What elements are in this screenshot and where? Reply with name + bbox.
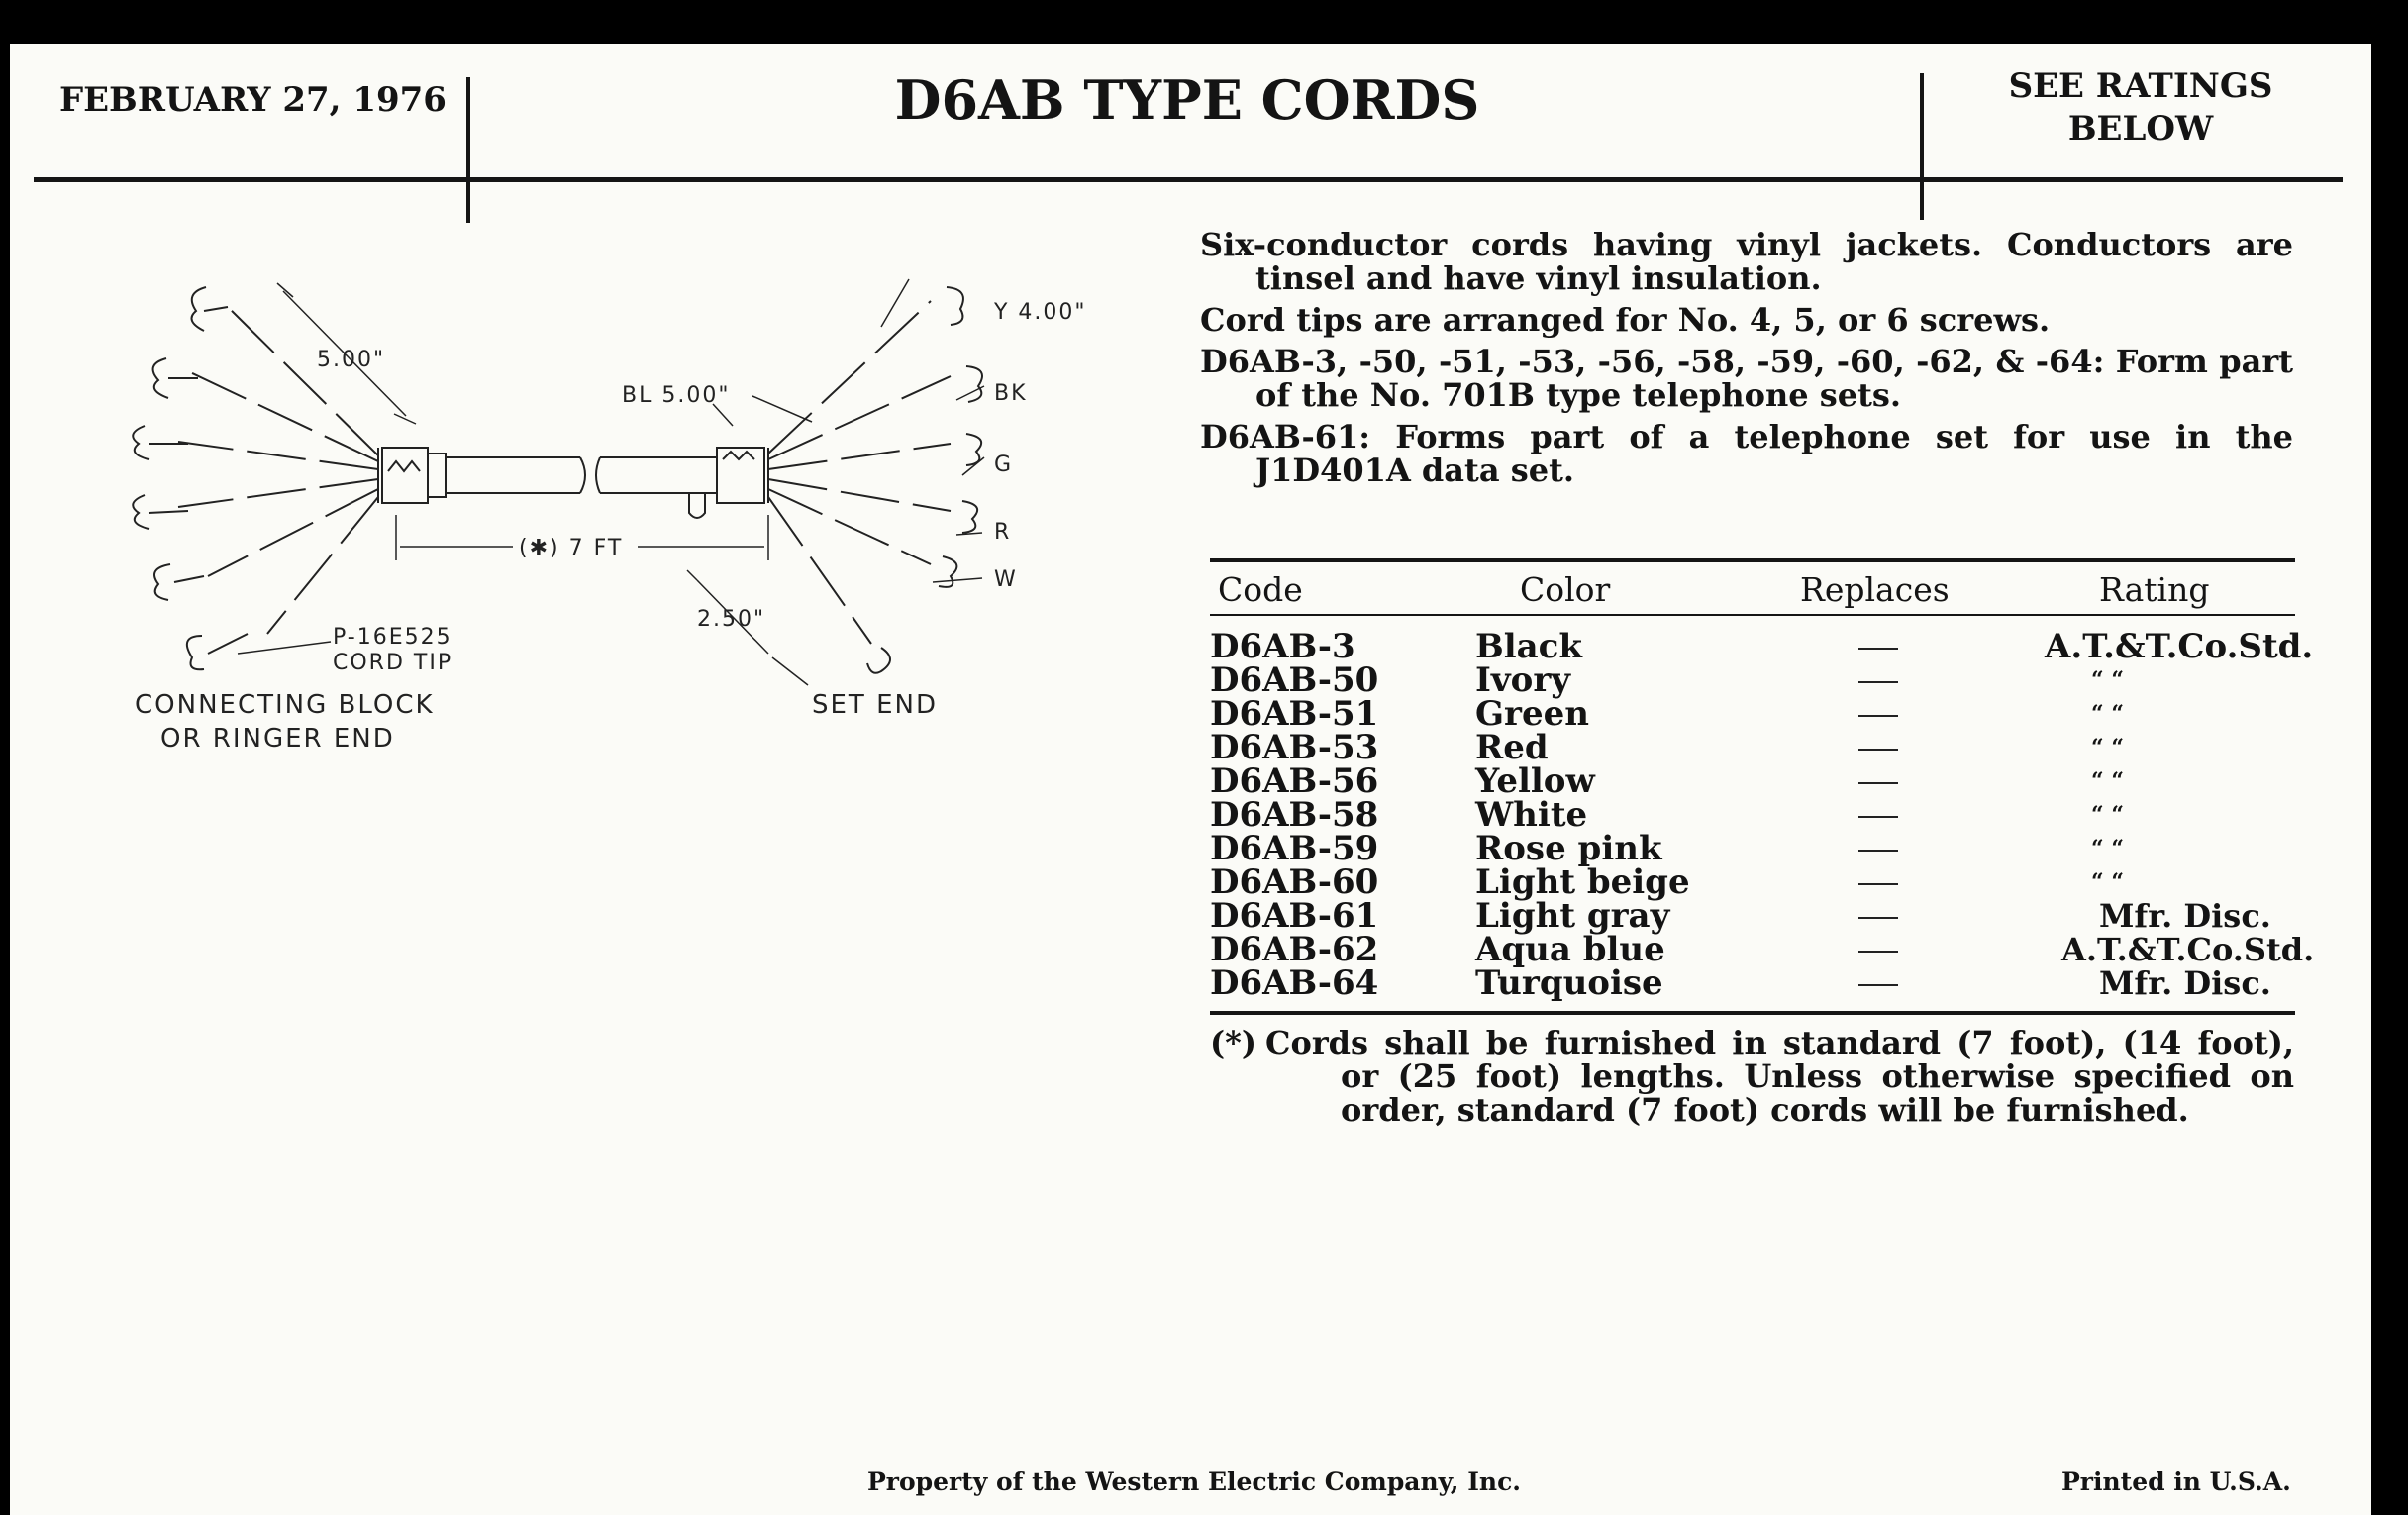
table-bottom-rule [1210, 1011, 2295, 1015]
page-title: D6AB TYPE CORDS [894, 68, 1480, 132]
cell-code: D6AB-61 [1210, 896, 1379, 936]
col-header-code: Code [1218, 570, 1303, 609]
cell-rating: A.T.&T.Co.Std. [2061, 931, 2315, 968]
cell-color: Light gray [1475, 896, 1670, 936]
cell-color: Ivory [1475, 660, 1571, 700]
cell-replaces-dash [1858, 648, 1898, 650]
cell-rating: Mfr. Disc. [2099, 964, 2271, 1002]
cell-rating: Mfr. Disc. [2099, 897, 2271, 935]
dim-bl-label: BL 5.00" [622, 383, 731, 408]
cell-color: Rose pink [1475, 829, 1662, 868]
description-paragraph: Cord tips are arranged for No. 4, 5, or 6 screws. [1200, 301, 2051, 339]
cell-replaces-dash [1858, 850, 1898, 852]
cell-replaces-dash [1858, 681, 1898, 683]
cell-code: D6AB-64 [1210, 963, 1379, 1003]
footer-owner: Property of the Western Electric Company, Inc. [867, 1467, 1522, 1496]
cell-rating: “ “ [2091, 701, 2124, 727]
left-end-caption-2: OR RINGER END [160, 724, 395, 754]
dim-left-lead-label: 5.00" [317, 348, 386, 372]
cell-rating: “ “ [2091, 667, 2124, 693]
description-paragraph: Six-conductor cords having vinyl jackets. Conductors are tinsel and have vinyl insulation. [1200, 226, 2293, 297]
cell-rating: “ “ [2091, 869, 2124, 895]
cell-code: D6AB-56 [1210, 761, 1379, 801]
issue-date: FEBRUARY 27, 1976 [59, 80, 447, 120]
table-row [0, 761, 2408, 801]
cell-rating: “ “ [2091, 836, 2124, 861]
footnote-marker: (*) [1210, 1024, 1257, 1061]
cell-color: Black [1475, 627, 1582, 666]
table-row [0, 627, 2408, 666]
cell-replaces-dash [1858, 984, 1898, 986]
cell-color: Aqua blue [1475, 930, 1665, 969]
cell-color: Red [1475, 728, 1549, 767]
cell-rating: “ “ [2091, 768, 2124, 794]
col-header-color: Color [1520, 570, 1611, 609]
cord-tip-label-2: CORD TIP [333, 651, 453, 675]
cell-replaces-dash [1858, 816, 1898, 818]
cell-replaces-dash [1858, 715, 1898, 717]
cell-rating: A.T.&T.Co.Std. [2045, 627, 2314, 666]
table-row [0, 728, 2408, 767]
cell-color: Yellow [1475, 761, 1595, 801]
ratings-note-line2: BELOW [2067, 109, 2214, 149]
cord-tip-label-1: P-16E525 [333, 625, 452, 650]
footnote [1210, 1026, 2294, 1127]
dim-set-lead-label: 2.50" [697, 607, 766, 632]
description-paragraph: D6AB-61: Forms part of a telephone set for use in the J1D401A data set. [1200, 418, 2293, 489]
table-row [0, 896, 2408, 936]
cell-rating: “ “ [2091, 735, 2124, 760]
cell-color: White [1475, 795, 1588, 835]
dim-y-label: Y 4.00" [994, 300, 1087, 325]
cell-code: D6AB-62 [1210, 930, 1379, 969]
cell-code: D6AB-58 [1210, 795, 1379, 835]
table-row [0, 930, 2408, 969]
table-row [0, 829, 2408, 868]
description-paragraph: D6AB-3, -50, -51, -53, -56, -58, -59, -60, -62, & -64: Form part of the No. 701B type telephone sets. [1200, 343, 2293, 414]
footnote-text: Cords shall be furnished in standard (7 foot), (14 foot), or (25 foot) lengths. Unless otherwise specified on order, standard (7 foot) cords will be furnished. [1265, 1024, 2294, 1129]
cell-code: D6AB-60 [1210, 862, 1379, 902]
cell-replaces-dash [1858, 749, 1898, 751]
footer-printed: Printed in U.S.A. [2061, 1467, 2291, 1496]
cell-replaces-dash [1858, 917, 1898, 919]
cell-color: Green [1475, 694, 1589, 734]
wire-label-r: R [994, 520, 1012, 545]
wire-label-g: G [994, 453, 1014, 477]
dim-length-label: (✱) 7 FT [519, 536, 624, 560]
cell-code: D6AB-51 [1210, 694, 1379, 734]
cell-color: Turquoise [1475, 963, 1663, 1003]
cell-replaces-dash [1858, 782, 1898, 784]
table-row [0, 963, 2408, 1003]
left-end-caption-1: CONNECTING BLOCK [135, 690, 435, 720]
cell-code: D6AB-59 [1210, 829, 1379, 868]
col-header-rating: Rating [2099, 570, 2210, 609]
table-row [0, 795, 2408, 835]
table-row [0, 694, 2408, 734]
col-header-replaces: Replaces [1800, 570, 1950, 609]
table-row [0, 660, 2408, 700]
wire-label-w: W [994, 567, 1018, 592]
cell-color: Light beige [1475, 862, 1690, 902]
cell-code: D6AB-53 [1210, 728, 1379, 767]
cell-replaces-dash [1858, 951, 1898, 953]
cell-rating: “ “ [2091, 802, 2124, 828]
table-row [0, 862, 2408, 902]
ratings-note-line1: SEE RATINGS [2008, 66, 2273, 106]
right-end-caption: SET END [812, 690, 938, 720]
cell-code: D6AB-50 [1210, 660, 1379, 700]
cell-replaces-dash [1858, 883, 1898, 885]
wire-label-bk: BK [994, 381, 1028, 406]
cell-code: D6AB-3 [1210, 627, 1355, 666]
